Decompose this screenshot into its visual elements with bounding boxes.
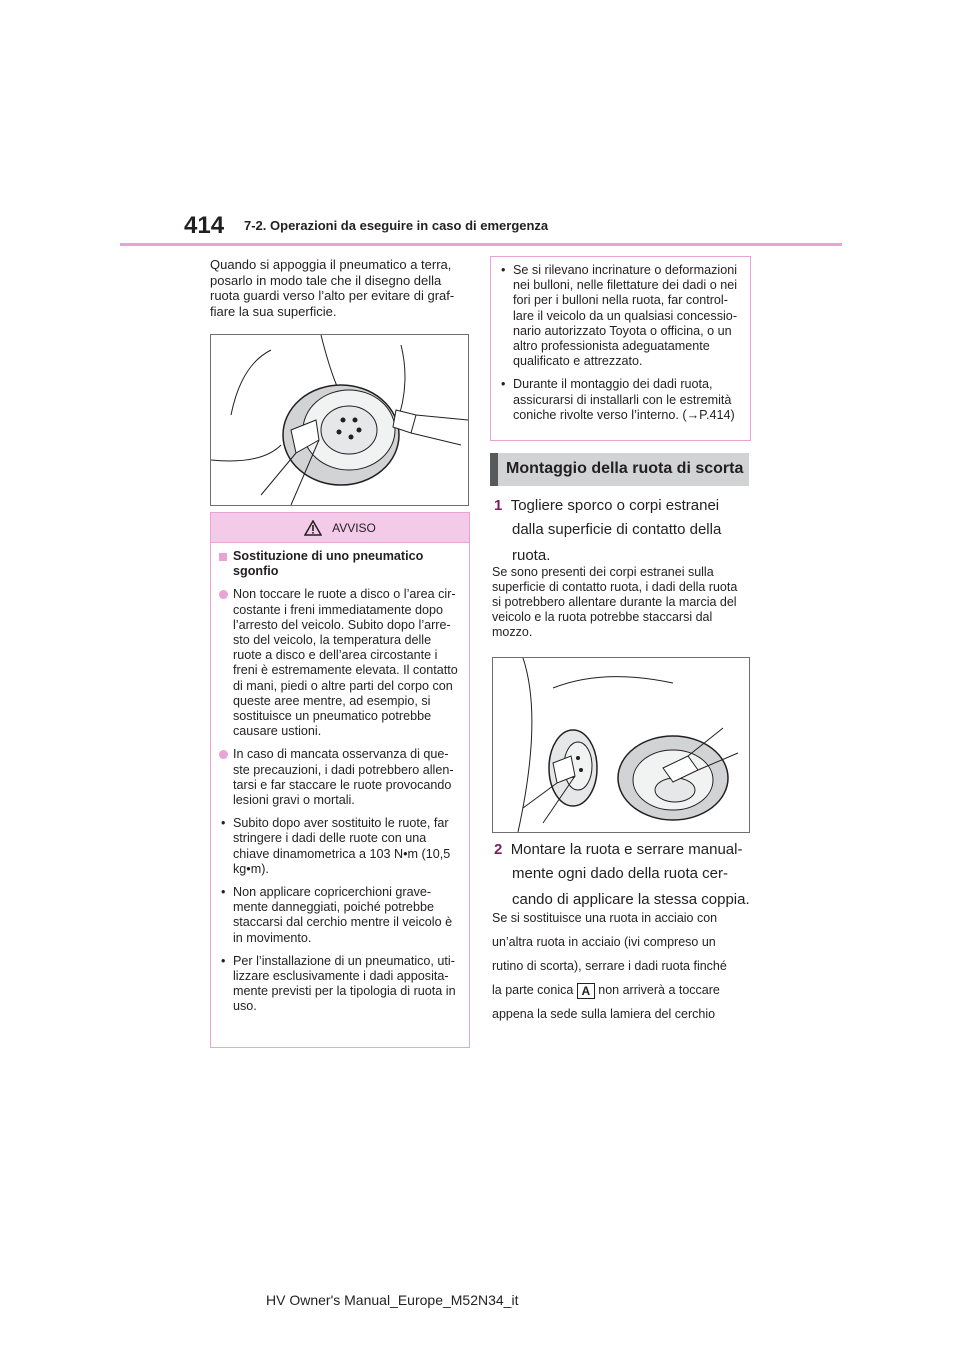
text-line: uso. (233, 999, 257, 1014)
text-fragment: la parte conica (492, 983, 574, 997)
warning-subtitle (219, 549, 461, 579)
wheel-cleaning-illustration (492, 657, 750, 833)
text-line: Se si sostituisce una ruota in acciaio con (492, 911, 718, 925)
warning-header (211, 513, 469, 543)
text-line: tarsi e far staccare le ruote provocando (233, 777, 452, 792)
intro-paragraph (210, 257, 470, 319)
text-line: veicolo e la ruota potrebbe staccarsi dal (492, 610, 713, 624)
circle-bullet-icon (219, 750, 228, 759)
heading-text: Montaggio della ruota di scorta (506, 460, 744, 477)
section-heading (490, 453, 749, 486)
text-line: di mani, piedi o altre parti del corpo con (233, 678, 453, 693)
text-line: causare ustioni. (233, 724, 322, 739)
text-line: Se si rilevano incrinature o deformazioni (513, 263, 738, 277)
text-line: kg•m). (233, 861, 269, 876)
text-line: ste precauzioni, i dadi potrebbero allen- (233, 762, 454, 777)
text-line: superficie di contatto ruota, i dadi della ruota (492, 580, 738, 594)
text-line: lizzare esclusivamente i dadi apposita- (233, 969, 449, 984)
text-line: mente previsti per la tipologia di ruota in (233, 984, 456, 999)
warning-dash-2 (219, 885, 461, 946)
text-line: mozzo. (492, 625, 533, 639)
step-text: Togliere sporco o corpi estranei (510, 497, 720, 514)
text-fragment: non arriverà a toccare (598, 983, 720, 997)
text-line: si potrebbero allentare durante la marcia del (492, 595, 737, 609)
page-reference-link[interactable]: coniche rivolte verso l’interno. (→P.414) (513, 407, 735, 422)
intro-line: fiare la sua superficie. (210, 303, 337, 319)
warning-title: AVVISO (332, 520, 376, 535)
text-line: sostituisce un pneumatico potrebbe (233, 709, 432, 724)
intro-line: posarlo in modo tale che il disegno della (210, 272, 442, 288)
dash-bullet: • (501, 377, 506, 392)
text-line: costante i freni immediatamente dopo (233, 602, 444, 617)
step-number: 1 (494, 497, 503, 514)
dash-bullet: • (221, 953, 226, 968)
text-line: in movimento. (233, 930, 312, 945)
text-line: In caso di mancata osservanza di que- (233, 747, 449, 762)
text-line: l’arresto del veicolo. Subito dopo l’arre- (233, 617, 451, 632)
text-line: Subito dopo aver sostituito le ruote, far (233, 816, 449, 831)
warning-dash-1 (219, 816, 461, 877)
tire-placement-illustration (210, 334, 469, 506)
note-item-1 (499, 263, 742, 369)
heading-accent (490, 453, 498, 486)
subtitle-line: sgonfio (233, 564, 279, 579)
text-line: fori per i bulloni nella ruota, far control- (513, 293, 728, 308)
step-text: cando di applicare la stessa coppia. (512, 891, 750, 908)
text-line: stringere i dadi delle ruote con una (233, 831, 427, 846)
text-line: nario autorizzato Toyota o officina, o un (513, 323, 732, 338)
text-line: appena la sede sulla lamiera del cerchio (492, 1007, 716, 1021)
note-item-2 (499, 377, 742, 423)
warning-triangle-icon (304, 520, 322, 536)
text-line: Non applicare copricerchioni grave- (233, 885, 432, 900)
step-text: Montare la ruota e serrare manual- (510, 841, 743, 858)
text-line: mente danneggiati, poiché potrebbe (233, 900, 434, 915)
step-text: dalla superficie di contatto della (512, 521, 722, 538)
dash-bullet: • (501, 263, 506, 277)
circle-bullet-icon (219, 590, 228, 599)
text-line: assicurarsi di installarli con le estremità (513, 392, 732, 407)
warning-bullet-2 (219, 747, 461, 808)
text-line: altro professionista adeguatamente (513, 339, 710, 354)
dash-bullet: • (221, 816, 226, 831)
step-1 (494, 494, 754, 569)
text-line: Durante il montaggio dei dadi ruota, (513, 377, 713, 392)
wheel-cleaning-svg (493, 658, 749, 832)
text-line: qualificato e attrezzato. (513, 354, 643, 369)
callout-badge-a: A (577, 983, 595, 999)
text-line: ruote a disco e dell’area circostante i (233, 648, 438, 663)
subtitle-line: Sostituzione di uno pneumatico (233, 549, 424, 563)
text-line: rutino di scorta), serrare i dadi ruota finché (492, 959, 727, 973)
intro-line: Quando si appoggia il pneumatico a terra, (210, 257, 452, 272)
text-line: freni è estremamente elevata. Il contatto (233, 663, 458, 678)
text-line: nei bulloni, nelle filettature dei dadi o nei (513, 278, 738, 293)
dash-bullet: • (221, 885, 226, 900)
header-rule (120, 243, 842, 246)
step-2 (494, 838, 756, 913)
text-line-with-badge (492, 978, 754, 1002)
warning-box (210, 512, 470, 1048)
text-line: lesioni gravi o mortali. (233, 793, 355, 808)
section-title: 7-2. Operazioni da eseguire in caso di emergenza (244, 218, 549, 233)
step-1-description (492, 565, 754, 640)
text-line: Se sono presenti dei corpi estranei sulla (492, 565, 714, 579)
text-line: un’altra ruota in acciaio (ivi compreso un (492, 935, 716, 949)
step-text: mente ogni dado della ruota cer- (512, 865, 728, 882)
text-line: queste aree mentre, ad esempio, si (233, 693, 431, 708)
warning-bullet-1 (219, 587, 461, 739)
text-line: staccarsi dal cerchio mentre il veicolo è (233, 915, 453, 930)
text-line: sto del veicolo, la temperatura delle (233, 633, 432, 648)
text-line: chiave dinamometrica a 103 N•m (10,5 (233, 846, 451, 861)
step-text: ruota. (512, 547, 551, 564)
step-2-description (492, 906, 754, 1026)
page-number: 414 (184, 212, 225, 239)
text-line: Non toccare le ruote a disco o l’area cir- (233, 587, 456, 602)
intro-line: ruota guardi verso l’alto per evitare di graf- (210, 288, 455, 303)
step-number: 2 (494, 841, 503, 858)
text-line: Per l’installazione di un pneumatico, uti- (233, 953, 455, 968)
tire-illustration-svg (211, 335, 468, 505)
footer-text: HV Owner's Manual_Europe_M52N34_it (266, 1292, 519, 1308)
note-box (490, 256, 751, 441)
text-line: lare il veicolo da un qualsiasi concessio- (513, 308, 738, 323)
warning-dash-3 (219, 954, 461, 1015)
square-bullet-icon (219, 553, 227, 561)
